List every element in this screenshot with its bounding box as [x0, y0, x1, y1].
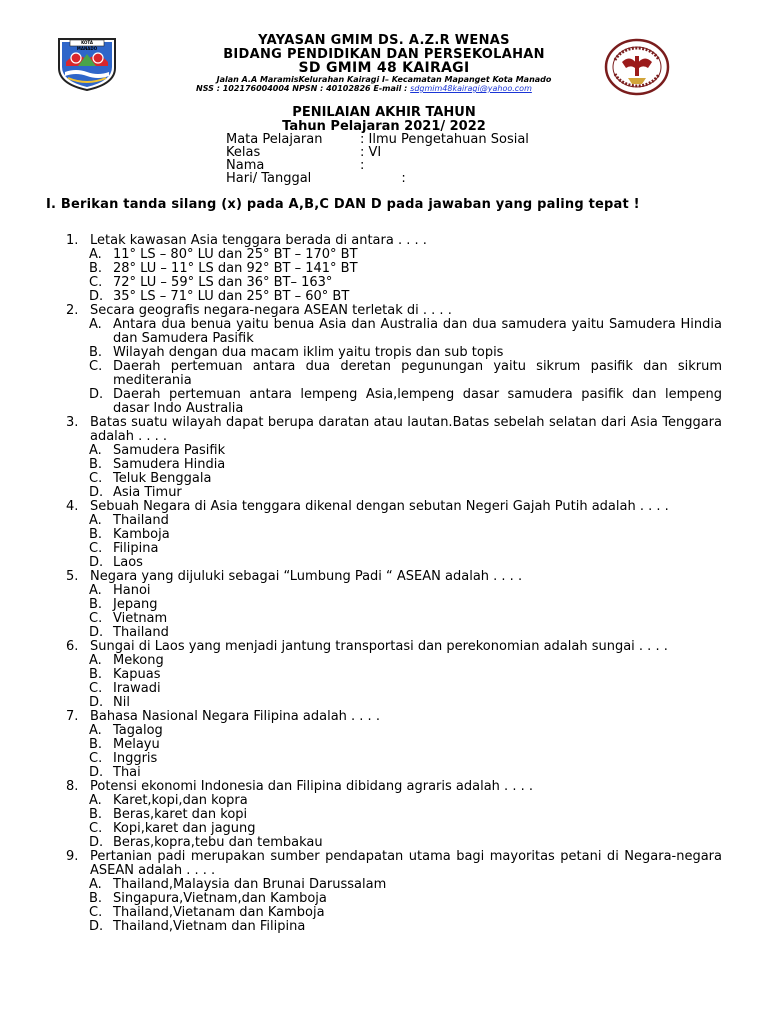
option-letter: A. — [89, 317, 102, 332]
info-label: Mata Pelajaran — [226, 132, 323, 147]
option-text: Wilayah dengan dua macam iklim yaitu tropis dan sub topis — [113, 345, 504, 360]
question-text: Batas suatu wilayah dapat berupa daratan atau lautan.Batas sebelah selatan dari Asia Tenggara adalah . . . . — [90, 415, 722, 444]
department-name: BIDANG PENDIDIKAN DAN PERSEKOLAHAN — [223, 47, 545, 62]
exam-title: PENILAIAN AKHIR TAHUN — [292, 105, 476, 120]
option-letter: B. — [89, 527, 103, 542]
option-text: Daerah pertemuan antara lempeng Asia,lempeng dasar samudera pasifik dan lempeng dasar Indo Australia — [113, 387, 722, 416]
question-text: Sebuah Negara di Asia tenggara dikenal dengan sebutan Negeri Gajah Putih adalah . . . . — [90, 499, 669, 514]
option-letter: A. — [89, 443, 102, 458]
option-letter: A. — [89, 513, 102, 528]
option-text: Beras,kopra,tebu dan tembakau — [113, 835, 323, 850]
option-letter: A. — [89, 583, 102, 598]
option-text: Inggris — [113, 751, 158, 766]
option-letter: A. — [89, 793, 102, 808]
option-text: Vietnam — [113, 611, 168, 626]
option-letter: C. — [89, 359, 103, 374]
option-text: Thailand — [113, 625, 169, 640]
option-letter: B. — [89, 807, 103, 822]
option-text: Thailand,Vietnam dan Filipina — [113, 919, 306, 934]
option-text: Tagalog — [113, 723, 163, 738]
option-letter: D. — [89, 765, 104, 780]
question-number: 2. — [66, 303, 79, 318]
question-text: Letak kawasan Asia tenggara berada di antara . . . . — [90, 233, 427, 248]
option-letter: D. — [89, 625, 104, 640]
option-text: Thailand — [113, 513, 169, 528]
option-text: Laos — [113, 555, 143, 570]
option-text: Nil — [113, 695, 130, 710]
question-text: Potensi ekonomi Indonesia dan Filipina dibidang agraris adalah . . . . — [90, 779, 533, 794]
option-text: Kopi,karet dan jagung — [113, 821, 256, 836]
option-text: Hanoi — [113, 583, 151, 598]
option-letter: D. — [89, 555, 104, 570]
info-label: Nama — [226, 158, 265, 173]
option-text: Teluk Benggala — [113, 471, 212, 486]
info-value: : — [360, 171, 406, 186]
option-letter: B. — [89, 345, 103, 360]
option-letter: C. — [89, 681, 103, 696]
info-label: Hari/ Tanggal — [226, 171, 312, 186]
option-text: Antara dua benua yaitu benua Asia dan Australia dan dua samudera yaitu Samudera Hindia dan Samudera Pasifik — [113, 317, 722, 346]
option-letter: D. — [89, 387, 104, 402]
option-text: Samudera Hindia — [113, 457, 226, 472]
option-letter: D. — [89, 919, 104, 934]
foundation-name: YAYASAN GMIM DS. A.Z.R WENAS — [258, 33, 510, 48]
info-value: : — [360, 158, 365, 173]
option-letter: C. — [89, 541, 103, 556]
option-letter: D. — [89, 289, 104, 304]
option-letter: B. — [89, 667, 103, 682]
question-text: Negara yang dijuluki sebagai “Lumbung Padi “ ASEAN adalah . . . . — [90, 569, 523, 584]
option-text: Thailand,Malaysia dan Brunai Darussalam — [113, 877, 387, 892]
instruction: I. Berikan tanda silang (x) pada A,B,C DAN D pada jawaban yang paling tepat ! — [46, 197, 640, 212]
option-letter: D. — [89, 695, 104, 710]
question-number: 9. — [66, 849, 79, 864]
question-text: Secara geografis negara-negara ASEAN terletak di . . . . — [90, 303, 452, 318]
option-letter: D. — [89, 835, 104, 850]
option-text: Thailand,Vietanam dan Kamboja — [113, 905, 325, 920]
question-text: Sungai di Laos yang menjadi jantung transportasi dan perekonomian adalah sungai . . . . — [90, 639, 668, 654]
school-address: Jalan A.A MaramisKelurahan Kairagi I– Kecamatan Mapanget Kota Manado — [216, 75, 552, 84]
school-email-link[interactable]: sdgmim48kairagi@yahoo.com — [410, 84, 532, 93]
question-number: 1. — [66, 233, 79, 248]
option-text: Irawadi — [113, 681, 161, 696]
question-number: 5. — [66, 569, 79, 584]
option-text: Kamboja — [113, 527, 170, 542]
option-letter: B. — [89, 737, 103, 752]
option-letter: A. — [89, 723, 102, 738]
question-number: 6. — [66, 639, 79, 654]
option-letter: B. — [89, 457, 103, 472]
letterhead — [0, 34, 768, 96]
option-text: Kapuas — [113, 667, 161, 682]
info-value: : Ilmu Pengetahuan Sosial — [360, 132, 529, 147]
option-letter: D. — [89, 485, 104, 500]
option-letter: C. — [89, 905, 103, 920]
option-letter: A. — [89, 653, 102, 668]
option-text: Daerah pertemuan antara dua deretan pegunungan yaitu sikrum pasifik dan sikrum mediterania — [113, 359, 722, 388]
option-text: 35° LS – 71° LU dan 25° BT – 60° BT — [113, 289, 350, 304]
question-text: Pertanian padi merupakan sumber pendapatan utama bagi mayoritas petani di Negara-negara ASEAN adalah . . . . — [90, 849, 722, 878]
option-letter: C. — [89, 611, 103, 626]
option-text: Karet,kopi,dan kopra — [113, 793, 248, 808]
school-ids — [196, 85, 596, 93]
question-number: 3. — [66, 415, 79, 430]
option-text: Thai — [113, 765, 141, 780]
option-letter: C. — [89, 821, 103, 836]
option-text: Beras,karet dan kopi — [113, 807, 248, 822]
option-text: Singapura,Vietnam,dan Kamboja — [113, 891, 327, 906]
option-letter: B. — [89, 261, 103, 276]
option-text: 72° LU – 59° LS dan 36° BT– 163° — [113, 275, 333, 290]
logo-left-caption: KOTA MANADO — [76, 40, 98, 51]
question-number: 4. — [66, 499, 79, 514]
option-letter: C. — [89, 751, 103, 766]
question-number: 8. — [66, 779, 79, 794]
option-letter: B. — [89, 597, 103, 612]
option-text: Samudera Pasifik — [113, 443, 226, 458]
option-letter: C. — [89, 471, 103, 486]
option-text: Asia Timur — [113, 485, 182, 500]
option-letter: B. — [89, 891, 103, 906]
school-name: SD GMIM 48 KAIRAGI — [298, 60, 470, 76]
info-value: : VI — [360, 145, 382, 160]
option-letter: A. — [89, 877, 102, 892]
option-letter: C. — [89, 275, 103, 290]
option-text: Mekong — [113, 653, 164, 668]
option-letter: A. — [89, 247, 102, 262]
question-number: 7. — [66, 709, 79, 724]
info-label: Kelas — [226, 145, 261, 160]
option-text: 11° LS – 80° LU dan 25° BT – 170° BT — [113, 247, 358, 262]
question-text: Bahasa Nasional Negara Filipina adalah . . . . — [90, 709, 380, 724]
option-text: 28° LU – 11° LS dan 92° BT – 141° BT — [113, 261, 358, 276]
option-text: Filipina — [113, 541, 159, 556]
school-ids-text: NSS : 102176004004 NPSN : 40102826 E-mail : — [196, 84, 411, 93]
option-text: Melayu — [113, 737, 160, 752]
option-text: Jepang — [113, 597, 158, 612]
school-year: Tahun Pelajaran 2021/ 2022 — [282, 119, 486, 134]
